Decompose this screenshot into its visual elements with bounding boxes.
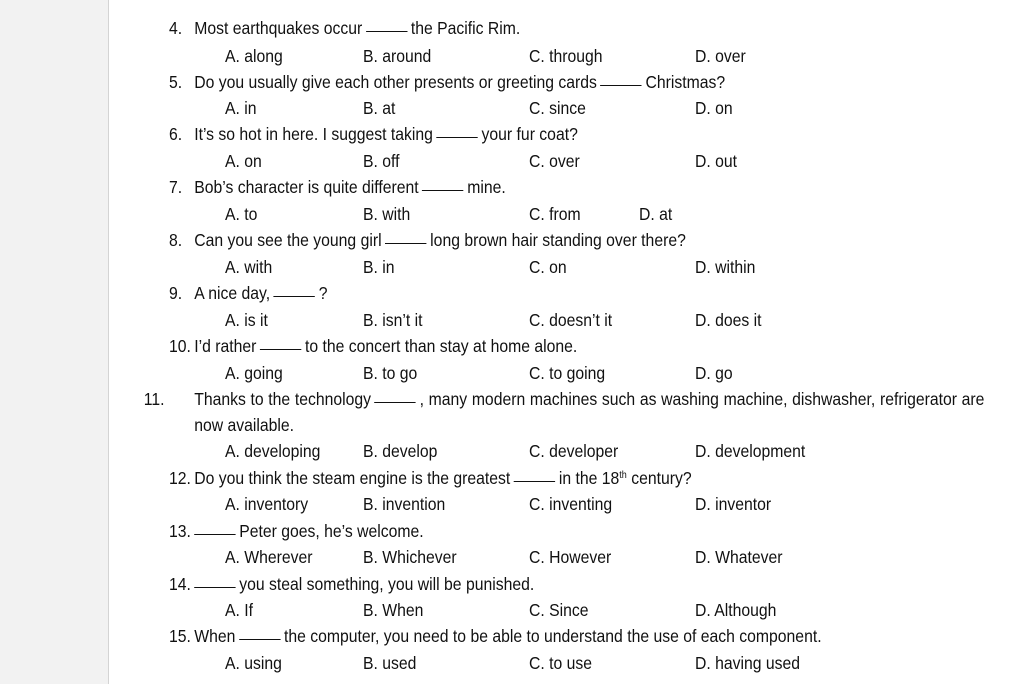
question-number: 5. (169, 72, 183, 92)
option-b: B. Whichever (363, 547, 457, 567)
option-a: A. with (225, 257, 273, 277)
question-text: Bob’s character is quite different (194, 177, 419, 197)
document-page (108, 0, 1024, 684)
option-d: D. within (695, 257, 756, 277)
answer-blank (260, 349, 301, 350)
question-text: mine. (467, 177, 506, 197)
option-a: A. is it (225, 310, 268, 330)
question-text: When (194, 626, 236, 646)
option-c: C. However (529, 547, 612, 567)
option-b: B. When (363, 600, 424, 620)
question-text: to the concert than stay at home alone. (304, 336, 578, 356)
question-text: your fur coat? (481, 124, 578, 144)
option-a: A. Wherever (225, 547, 313, 567)
question-text: you steal something, you will be punished. (239, 574, 535, 594)
question-text: Christmas? (645, 72, 726, 92)
option-d: D. Whatever (695, 547, 783, 567)
option-d: D. at (639, 204, 673, 224)
question-13 (169, 521, 916, 541)
question-text: ? (318, 283, 328, 303)
option-a: A. in (225, 98, 257, 118)
answer-blank (375, 402, 416, 403)
question-number: 11. (143, 389, 165, 409)
question-number: 8. (169, 230, 183, 250)
superscript: th (619, 470, 627, 481)
option-b: B. around (363, 46, 432, 66)
question-9 (169, 283, 916, 303)
option-b: B. isn’t it (363, 310, 423, 330)
option-c: C. on (529, 257, 567, 277)
answer-blank (437, 137, 478, 138)
option-b: B. off (363, 151, 400, 171)
question-text: long brown hair standing over there? (430, 230, 686, 250)
option-c: C. since (529, 98, 586, 118)
option-d: D. development (695, 441, 806, 461)
option-d: D. having used (695, 653, 801, 673)
question-number: 14. (169, 574, 191, 594)
option-c: C. doesn’t it (529, 310, 613, 330)
question-number: 10. (169, 336, 191, 356)
question-7 (169, 177, 916, 197)
question-text: Thanks to the technology (194, 389, 372, 409)
question-number: 9. (169, 283, 183, 303)
question-number: 12. (169, 468, 191, 488)
option-d: D. go (695, 363, 733, 383)
question-text: the Pacific Rim. (410, 18, 521, 38)
option-d: D. does it (695, 310, 762, 330)
question-12 (169, 468, 916, 488)
question-text: , many modern machines such as washing machine, dishwasher, refrigerator are now available. (194, 389, 985, 435)
option-b: B. used (363, 653, 417, 673)
answer-blank (422, 190, 463, 191)
question-5 (169, 72, 916, 92)
question-number: 4. (169, 18, 183, 38)
option-a: A. going (225, 363, 283, 383)
question-text: Most earthquakes occur (194, 18, 363, 38)
option-c: C. to use (529, 653, 593, 673)
question-4 (169, 18, 916, 38)
option-a: A. on (225, 151, 262, 171)
question-10 (169, 336, 916, 356)
question-text: Do you think the steam engine is the greatest (194, 468, 511, 488)
option-c: C. through (529, 46, 603, 66)
option-d: D. inventor (695, 494, 772, 514)
option-a: A. to (225, 204, 258, 224)
answer-blank (239, 639, 280, 640)
answer-blank (274, 296, 315, 297)
question-text: century? (631, 468, 692, 488)
answer-blank (601, 85, 642, 86)
option-a: A. If (225, 600, 254, 620)
option-b: B. with (363, 204, 411, 224)
answer-blank (194, 587, 235, 588)
option-c: C. developer (529, 441, 619, 461)
option-b: B. develop (363, 441, 438, 461)
option-c: C. Since (529, 600, 589, 620)
question-text: the computer, you need to be able to understand the use of each component. (283, 626, 822, 646)
question-8 (169, 230, 916, 250)
option-d: D. Although (695, 600, 777, 620)
question-text: Do you usually give each other presents or greeting cards (194, 72, 597, 92)
question-14 (169, 574, 916, 594)
option-a: A. along (225, 46, 283, 66)
question-6 (169, 124, 916, 144)
answer-blank (385, 243, 426, 244)
option-a: A. using (225, 653, 282, 673)
option-b: B. invention (363, 494, 446, 514)
answer-blank (514, 481, 555, 482)
question-11 (143, 386, 985, 438)
question-15 (169, 626, 916, 646)
option-d: D. out (695, 151, 738, 171)
question-text: A nice day, (194, 283, 271, 303)
option-b: B. in (363, 257, 395, 277)
option-c: C. to going (529, 363, 606, 383)
question-number: 7. (169, 177, 183, 197)
question-text: I’d rather (194, 336, 257, 356)
option-d: D. on (695, 98, 733, 118)
option-c: C. from (529, 204, 581, 224)
answer-blank (194, 534, 235, 535)
question-number: 15. (169, 626, 191, 646)
question-text: Peter goes, he’s welcome. (239, 521, 424, 541)
option-d: D. over (695, 46, 746, 66)
option-b: B. to go (363, 363, 418, 383)
question-number: 13. (169, 521, 191, 541)
option-b: B. at (363, 98, 396, 118)
answer-blank (366, 31, 407, 32)
option-c: C. over (529, 151, 580, 171)
question-text: It’s so hot in here. I suggest taking (194, 124, 433, 144)
option-a: A. developing (225, 441, 321, 461)
question-number: 6. (169, 124, 183, 144)
option-a: A. inventory (225, 494, 309, 514)
question-text: Can you see the young girl (194, 230, 382, 250)
option-c: C. inventing (529, 494, 613, 514)
question-text: in the 18 (558, 468, 620, 488)
